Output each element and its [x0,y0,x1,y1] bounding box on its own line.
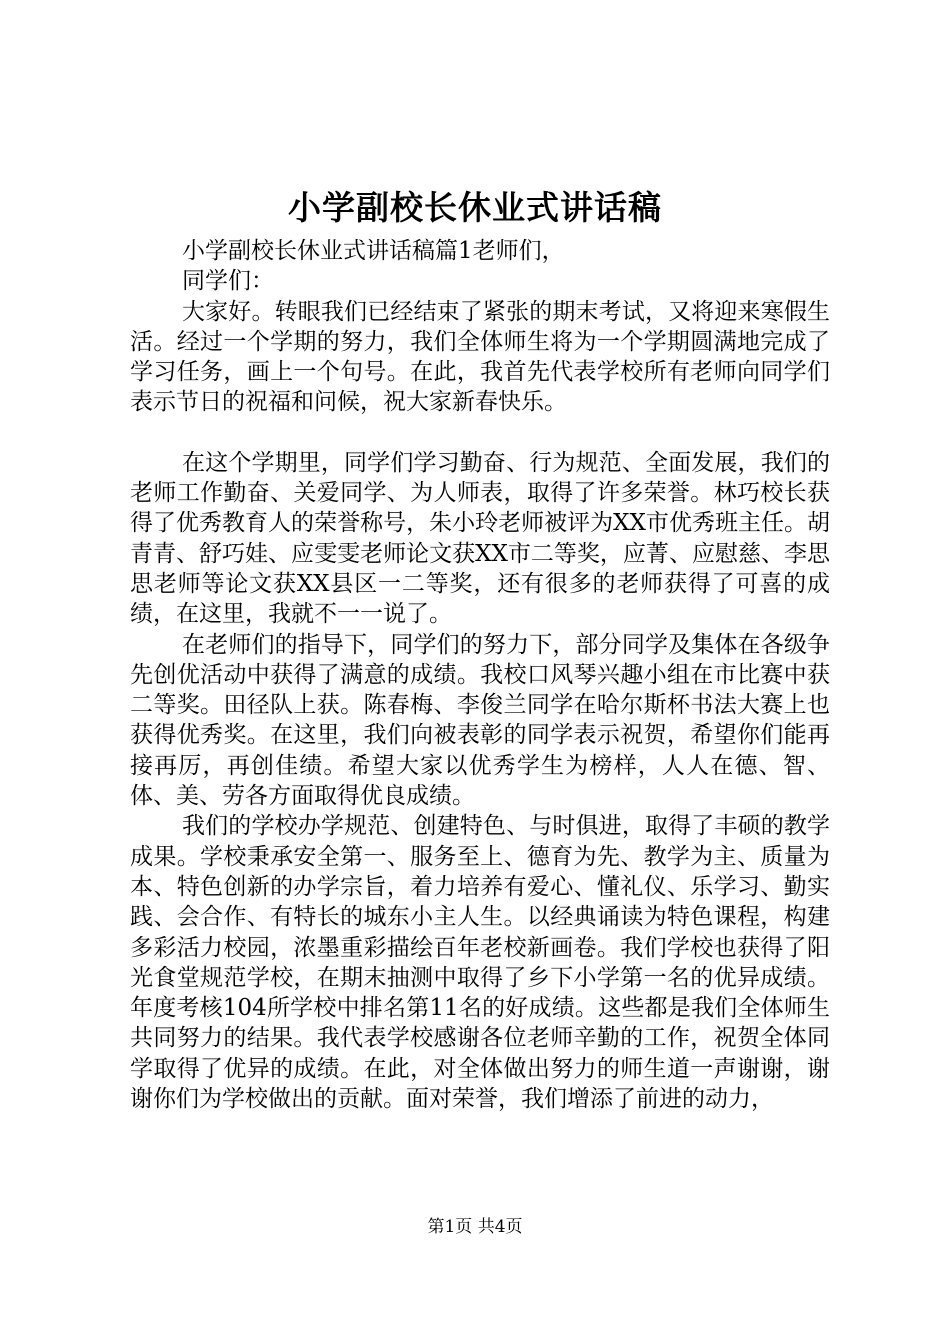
document-title: 小学副校长休业式讲话稿 [288,188,662,227]
paragraph-salutation: 同学们： [182,268,274,295]
paragraph-intro: 小学副校长休业式讲话稿篇1老师们， [182,238,565,264]
paragraph-achievements: 我们的学校办学规范、创建特色、与时俱进，取得了丰硕的教学成果。学校秉承安全第一、服务至上、德育为先、教学为主、质量为本、特色创新的办学宗旨，着力培养有爱心、懂礼仪、乐学习、勤实践、会合作、有特长的城东小主人生。以经典诵读为特色课程，构建多彩活力校园，浓墨重彩描绘百年老校新画卷。我们学校也获得了阳光食堂规范学校，在期末抽测中取得了乡下小学第一名的优异成绩。年度考核104所学校中排名第11名的好成绩。这些都是我们全体师生共同努力的结果。我代表学校感谢各位老师辛勤的工作，祝贺全体同学取得了优异的成绩。在此，对全体做出努力的师生道一声谢谢，谢谢你们为学校做出的贡献。面对荣誉，我们增添了前进的动力， [130,813,830,1113]
document-body [130,236,830,1114]
paragraph-honors: 在这个学期里，同学们学习勤奋、行为规范、全面发展，我们的老师工作勤奋、关爱同学、为人师表，取得了许多荣誉。林巧校长获得了优秀教育人的荣誉称号，朱小玲老师被评为XX市优秀班主任。胡青青、舒巧娃、应雯雯老师论文获XX市二等奖，应菁、应慰慈、李思思老师等论文获XX县区一二等奖，还有很多的老师获得了可喜的成绩，在这里，我就不一一说了。 [130,449,830,628]
paragraph-greeting: 大家好。转眼我们已经结束了紧张的期末考试，又将迎来寒假生活。经过一个学期的努力，我们全体师生将为一个学期圆满地完成了学习任务，画上一个句号。在此，我首先代表学校所有老师向同学们表示节日的祝福和问候，祝大家新春快乐。 [130,298,830,416]
paragraph-awards: 在老师们的指导下，同学们的努力下，部分同学及集体在各级争先创优活动中获得了满意的成绩。我校口风琴兴趣小组在市比赛中获二等奖。田径队上获。陈春梅、李俊兰同学在哈尔斯杯书法大赛上也获得优秀奖。在这里，我们向被表彰的同学表示祝贺，希望你们能再接再厉，再创佳绩。希望大家以优秀学生为榜样，人人在德、智、体、美、劳各方面取得优良成绩。 [130,631,830,810]
page-footer: 第1页 共4页 [427,1217,523,1237]
